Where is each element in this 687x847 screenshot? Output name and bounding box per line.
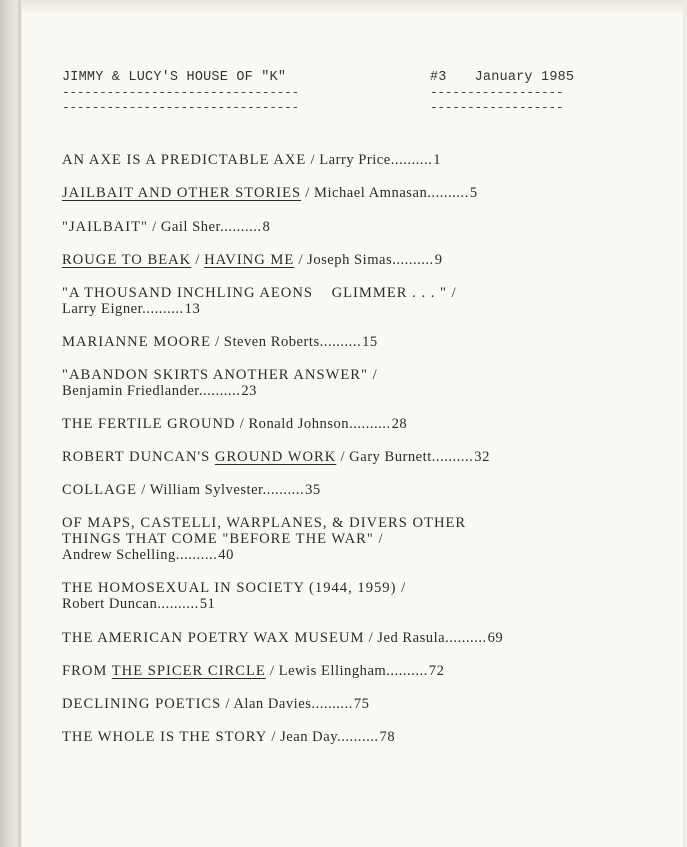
separator: / [211, 334, 224, 350]
entry-page: 5 [469, 185, 478, 201]
toc-entry [62, 580, 406, 612]
leader-dots: .......... [427, 185, 469, 201]
toc-entry [62, 334, 378, 350]
entry-page: 35 [305, 482, 321, 498]
entry-title: "ABANDON SKIRTS ANOTHER ANSWER" / [62, 367, 378, 383]
leader-dots: .......... [319, 334, 362, 350]
separator: / [267, 729, 281, 745]
separator: / [364, 630, 378, 646]
toc-entry [62, 285, 457, 317]
toc-entry [62, 515, 466, 563]
entry-title: OF MAPS, CASTELLI, WARPLANES, & DIVERS OTHER [62, 515, 467, 531]
entry-author: Benjamin Friedlander [62, 383, 199, 399]
issue-number: #3 [430, 70, 447, 85]
leader-dots: .......... [445, 630, 487, 646]
masthead-left [62, 70, 299, 115]
entry-author: Steven Roberts [223, 334, 320, 350]
entry-title: JAILBAIT AND OTHER STORIES [62, 185, 302, 201]
entry-author: Ronald Johnson [248, 416, 350, 432]
leader-dots: .......... [262, 482, 305, 498]
leader-dots: .......... [337, 729, 379, 745]
page-edge-top [0, 0, 687, 14]
separator: / [294, 252, 308, 268]
toc-entry [62, 630, 503, 646]
leader-dots: .......... [386, 663, 428, 679]
entry-title-line-2: THINGS THAT COME "BEFORE THE WAR" / [62, 531, 384, 547]
entry-title-b: GROUND WORK [214, 449, 337, 465]
separator: / [301, 185, 314, 201]
entry-title: AN AXE IS A PREDICTABLE AXE [62, 152, 307, 168]
entry-page: 13 [184, 301, 201, 317]
entry-title-b: HAVING ME [204, 252, 295, 268]
leader-dots: .......... [198, 383, 241, 399]
entry-title: FROM [62, 663, 112, 679]
entry-page: 1 [433, 152, 442, 168]
entry-page: 23 [241, 383, 257, 399]
date-rule-2: ------------------ [430, 100, 564, 115]
leader-dots: .......... [431, 449, 474, 465]
masthead-right [430, 70, 574, 115]
toc-entry [62, 219, 270, 235]
toc-entry [62, 663, 444, 679]
separator: / [265, 663, 279, 679]
separator: / [336, 449, 350, 465]
entry-author: Gary Burnett [349, 449, 432, 465]
date-rule-1: ------------------ [430, 85, 564, 100]
entry-author: Larry Price [319, 152, 391, 168]
entry-title: COLLAGE [62, 482, 138, 498]
entry-author: Jean Day [280, 729, 338, 745]
separator: / [235, 416, 249, 432]
separator: / [306, 152, 320, 168]
entry-author: Jed Rasula [377, 630, 446, 646]
entry-title: THE FERTILE GROUND [62, 416, 236, 432]
entry-author: Larry Eigner [62, 301, 143, 317]
entry-title-b: THE SPICER CIRCLE [111, 663, 266, 679]
title-rule-1: -------------------------------- [62, 85, 299, 100]
entry-title: ROUGE TO BEAK [62, 252, 192, 268]
entry-page: 51 [199, 596, 216, 612]
entry-author: Gail Sher [160, 219, 221, 235]
separator: / [221, 696, 234, 712]
entry-title: "A THOUSAND INCHLING AEONS GLIMMER . . . " / [62, 285, 457, 301]
entry-page: 69 [487, 630, 504, 646]
title-rule-2: -------------------------------- [62, 100, 299, 115]
entry-page: 72 [428, 663, 445, 679]
entry-author: Michael Amnasan [313, 185, 428, 201]
entry-author: Joseph Simas [307, 252, 393, 268]
toc-entry [62, 252, 443, 268]
leader-dots: .......... [311, 696, 353, 712]
entry-page: 40 [218, 547, 234, 563]
entry-page: 15 [362, 334, 378, 350]
entry-title: ROBERT DUNCAN'S [62, 449, 215, 465]
separator: / [137, 482, 150, 498]
toc-entry [62, 482, 321, 498]
leader-dots: .......... [220, 219, 262, 235]
entry-title: THE AMERICAN POETRY WAX MUSEUM [62, 630, 365, 646]
toc-entry [62, 367, 378, 399]
toc-entry [62, 416, 407, 432]
toc-entry [62, 152, 441, 168]
leader-dots: .......... [157, 596, 199, 612]
entry-author: Andrew Schelling [62, 547, 176, 563]
entry-page: 32 [474, 449, 490, 465]
entry-author: Alan Davies [233, 696, 312, 712]
entry-page: 8 [262, 219, 271, 235]
entry-page: 9 [434, 252, 443, 268]
entry-title: DECLINING POETICS [62, 696, 222, 712]
entry-title: THE HOMOSEXUAL IN SOCIETY (1944, 1959) / [62, 580, 407, 596]
entry-author: William Sylvester [149, 482, 263, 498]
separator: / [191, 252, 205, 268]
entry-title: THE WHOLE IS THE STORY [62, 729, 268, 745]
entry-page: 75 [353, 696, 370, 712]
toc-entry [62, 449, 490, 465]
entry-author: Robert Duncan [62, 596, 158, 612]
leader-dots: .......... [392, 252, 434, 268]
leader-dots: .......... [175, 547, 218, 563]
toc-entry [62, 696, 369, 712]
entry-title: MARIANNE MOORE [62, 334, 211, 350]
leader-dots: .......... [390, 152, 433, 168]
entry-page: 28 [391, 416, 408, 432]
entry-page: 78 [379, 729, 396, 745]
journal-title: JIMMY & LUCY'S HOUSE OF "K" [62, 70, 287, 85]
leader-dots: .......... [142, 301, 184, 317]
toc-entry [62, 729, 395, 745]
page-edge-right [683, 0, 687, 847]
entry-author: Lewis Ellingham [278, 663, 387, 679]
toc-entry [62, 185, 478, 201]
separator: / [147, 219, 161, 235]
entry-title: "JAILBAIT" [62, 219, 148, 235]
leader-dots: .......... [349, 416, 391, 432]
issue-date: January 1985 [474, 70, 575, 85]
page-spine [18, 0, 21, 847]
